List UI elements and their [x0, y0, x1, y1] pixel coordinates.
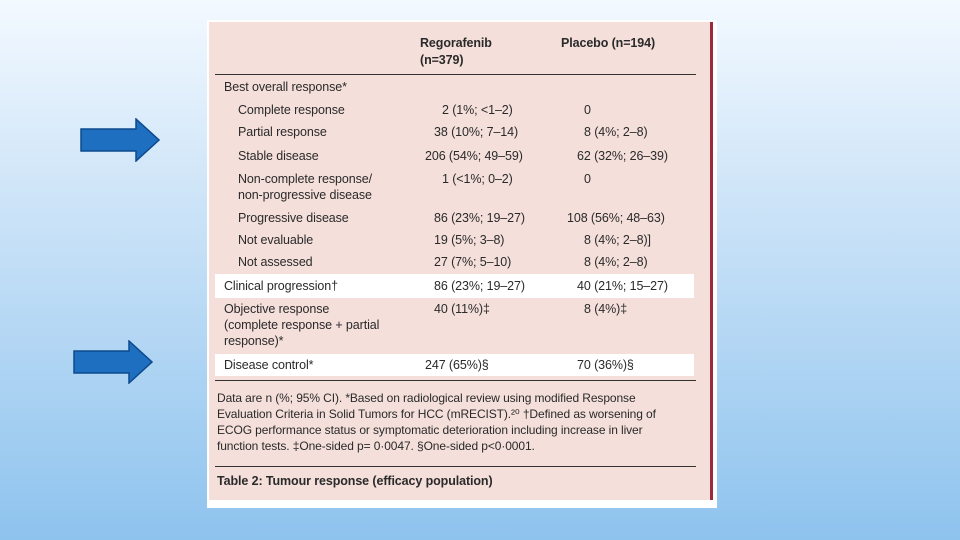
- regorafenib-value: 86 (23%; 19–27): [434, 211, 525, 225]
- caption-rule: [215, 466, 696, 467]
- table-caption: Table 2: Tumour response (efficacy population): [217, 474, 493, 488]
- header-rule: [215, 74, 696, 75]
- row-label: Disease control*: [224, 358, 314, 372]
- regorafenib-value: 27 (7%; 5–10): [434, 255, 512, 269]
- row-label: Objective response: [224, 302, 330, 316]
- table-card: [209, 22, 713, 500]
- table-document: [207, 20, 717, 508]
- row-label: Not assessed: [238, 255, 313, 269]
- header-regorafenib-n: (n=379): [420, 53, 464, 67]
- placebo-value: 70 (36%)§: [577, 358, 634, 372]
- regorafenib-value: 2 (1%; <1–2): [442, 103, 513, 117]
- footnote-line: Evaluation Criteria in Solid Tumors for HCC (mRECIST).²⁰ †Defined as worsening of: [217, 407, 656, 421]
- right-arrow-icon: [80, 118, 160, 162]
- row-label-line2: (complete response + partial: [224, 318, 380, 332]
- right-arrow-icon: [73, 340, 153, 384]
- regorafenib-value: 19 (5%; 3–8): [434, 233, 505, 247]
- regorafenib-value: 38 (10%; 7–14): [434, 125, 519, 139]
- regorafenib-value: 40 (11%)‡: [434, 302, 490, 316]
- row-label: Partial response: [238, 125, 327, 139]
- row-label-line2: non-progressive disease: [238, 188, 372, 202]
- regorafenib-value: 247 (65%)§: [425, 358, 489, 372]
- placebo-value: 8 (4%; 2–8): [584, 255, 648, 269]
- row-label: Stable disease: [238, 149, 319, 163]
- footnote-line: function tests. ‡One-sided p= 0·0047. §One-sided p<0·0001.: [217, 439, 535, 453]
- row-label: Non-complete response/: [238, 172, 372, 186]
- row-label: Best overall response*: [224, 80, 347, 94]
- row-label: Not evaluable: [238, 233, 314, 247]
- placebo-value: 62 (32%; 26–39): [577, 149, 668, 163]
- placebo-value: 8 (4%; 2–8)]: [584, 233, 651, 247]
- placebo-value: 0: [584, 103, 591, 117]
- row-label: Clinical progression†: [224, 279, 338, 293]
- row-label-line3: response)*: [224, 334, 284, 348]
- placebo-value: 8 (4%)‡: [584, 302, 628, 316]
- footnote-line: ECOG performance status or symptomatic deterioration including increase in liver: [217, 423, 643, 437]
- placebo-value: 40 (21%; 15–27): [577, 279, 668, 293]
- row-label: Progressive disease: [238, 211, 349, 225]
- body-rule: [215, 380, 696, 381]
- placebo-value: 0: [584, 172, 591, 186]
- regorafenib-value: 206 (54%; 49–59): [425, 149, 523, 163]
- placebo-value: 108 (56%; 48–63): [567, 211, 665, 225]
- regorafenib-value: 86 (23%; 19–27): [434, 279, 525, 293]
- header-placebo: Placebo (n=194): [561, 36, 656, 50]
- footnote: [217, 390, 702, 454]
- header-regorafenib: Regorafenib: [420, 36, 492, 50]
- footnote-line: Data are n (%; 95% CI). *Based on radiological review using modified Response: [217, 391, 636, 405]
- row-label: Complete response: [238, 103, 345, 117]
- regorafenib-value: 1 (<1%; 0–2): [442, 172, 513, 186]
- placebo-value: 8 (4%; 2–8): [584, 125, 648, 139]
